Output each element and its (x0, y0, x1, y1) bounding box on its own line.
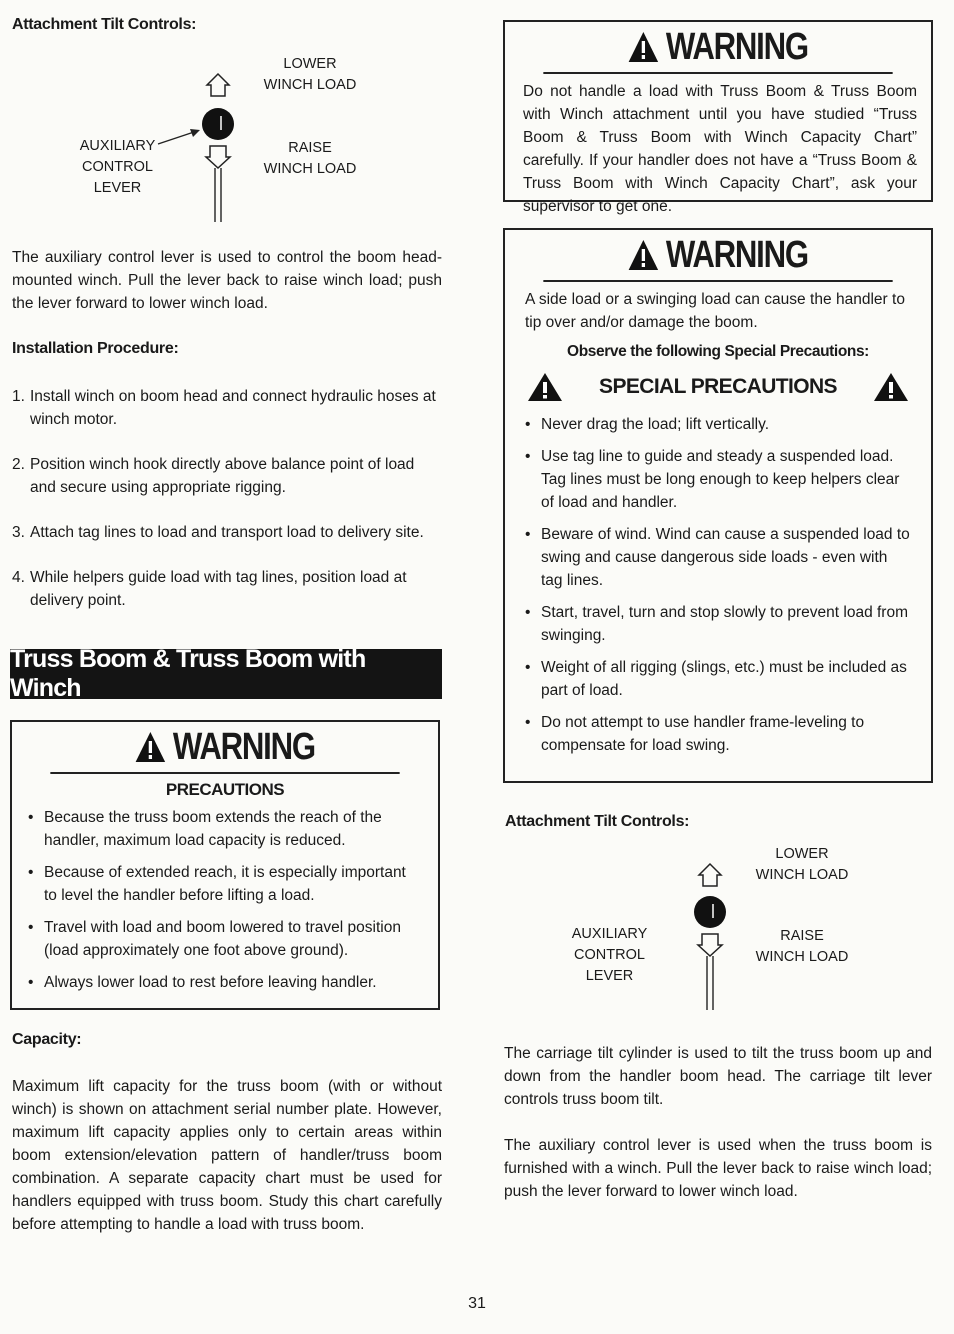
capacity-heading: Capacity: (12, 1031, 82, 1048)
special-precautions-header (505, 371, 931, 403)
warning-title: WARNING (665, 233, 808, 276)
list-item: 1. Install winch on boom head and connect hydraulic hoses at winch motor. (12, 388, 436, 428)
precautions-list (12, 800, 438, 994)
installation-steps (12, 385, 442, 612)
section-banner: Truss Boom & Truss Boom with Winch (10, 649, 442, 699)
list-item: 2. Position winch hook directly above balance point of load and secure using appropriate rigging. (12, 456, 415, 496)
auxiliary-lever-label: AUXILIARY CONTROL LEVER (571, 926, 648, 984)
lever-diagram (552, 842, 872, 1017)
list-item: • Never drag the load; lift vertically. (525, 416, 770, 433)
warning-box-capacity-chart (503, 20, 933, 215)
raise-winch-label: RAISE WINCH LOAD (755, 928, 849, 965)
tilt-controls-heading: Attachment Tilt Controls: (505, 813, 690, 830)
list-item: • Start, travel, turn and stop slowly to prevent load from swinging. (525, 604, 909, 644)
warning-triangle-icon (527, 371, 563, 403)
aux-lever-paragraph: The auxiliary control lever is used when the truss boom is furnished with a winch. Pull the lever back to raise winch load; push the lever forward to lower winch load. (504, 1137, 932, 1200)
warning-title: WARNING (172, 725, 315, 768)
carriage-tilt-paragraph: The carriage tilt cylinder is used to tilt the truss boom up and down from the handler boom head. The carriage tilt lever controls truss boom tilt. (504, 1045, 932, 1108)
lever-diagram (60, 52, 380, 227)
control-lever-icon (60, 52, 380, 227)
page-number: 31 (468, 1295, 486, 1312)
list-item: • Use tag line to guide and steady a suspended load. Tag lines must be long enough to keep helpers clear of load and handler. (525, 448, 900, 511)
capacity-paragraph: Maximum lift capacity for the truss boom (with or without winch) is shown on attachment serial number plate. However, maximum lift capacity applies only to certain areas within boom extension/elevation pattern of handler/truss boom combination. A separate capacity chart must be used for handlers equipped with truss boom. Study this chart carefully before attempting to handle a load with truss boom. (12, 1078, 442, 1233)
special-precautions-title: SPECIAL PRECAUTIONS (599, 375, 837, 398)
list-item: • Always lower load to rest before leaving handler. (28, 974, 377, 991)
tilt-controls-heading: Attachment Tilt Controls: (12, 16, 197, 33)
lower-winch-label: LOWER WINCH LOAD (755, 846, 849, 883)
warning-triangle-icon (628, 30, 659, 64)
precautions-subtitle: PRECAUTIONS (165, 780, 285, 799)
list-item: • Weight of all rigging (slings, etc.) must be included as part of load. (525, 659, 907, 699)
warning-title: WARNING (665, 25, 808, 68)
list-item: • Beware of wind. Wind can cause a suspended load to swing and cause dangerous side loads - even with tag lines. (525, 526, 910, 589)
list-item: • Travel with load and boom lowered to travel position (load approximately one foot above ground). (28, 919, 401, 959)
lower-winch-label: LOWER WINCH LOAD (263, 56, 357, 93)
warning-header (543, 22, 892, 74)
observe-text: Observe the following Special Precautions: (567, 343, 869, 360)
warning-triangle-icon (873, 371, 909, 403)
warning-box-side-load (503, 228, 933, 783)
warning-text: A side load or a swinging load can cause the handler to tip over and/or damage the boom. (525, 291, 905, 331)
special-precautions-list (505, 403, 931, 757)
raise-winch-label: RAISE WINCH LOAD (263, 140, 357, 177)
list-item: 4. While helpers guide load with tag lines, position load at delivery point. (12, 569, 407, 609)
warning-header (543, 230, 892, 282)
aux-lever-paragraph: The auxiliary control lever is used to control the boom head-mounted winch. Pull the lever back to raise winch load; push the lever forward to lower winch load. (12, 249, 442, 312)
warning-triangle-icon (135, 730, 166, 764)
warning-text: Do not handle a load with Truss Boom & Truss Boom with Winch attachment until you have studied “Truss Boom & Truss Boom with Winch Capacity Chart” carefully. If your handler does not have a “Truss Boom & Truss Boom with Winch Capacity Chart”, ask your supervisor to get one. (523, 83, 917, 215)
list-item: 3. Attach tag lines to load and transport load to delivery site. (12, 524, 424, 541)
list-item: • Because of extended reach, it is especially important to level the handler before lifting a load. (28, 864, 406, 904)
auxiliary-lever-label: AUXILIARY CONTROL LEVER (79, 138, 156, 196)
warning-header (50, 722, 399, 774)
control-lever-icon (552, 842, 872, 1017)
list-item: • Because the truss boom extends the reach of the handler, maximum load capacity is reduced. (28, 809, 382, 849)
warning-triangle-icon (628, 238, 659, 272)
list-item: • Do not attempt to use handler frame-leveling to compensate for load swing. (525, 714, 865, 754)
installation-heading: Installation Procedure: (12, 340, 179, 357)
warning-box-precautions (10, 720, 440, 1010)
